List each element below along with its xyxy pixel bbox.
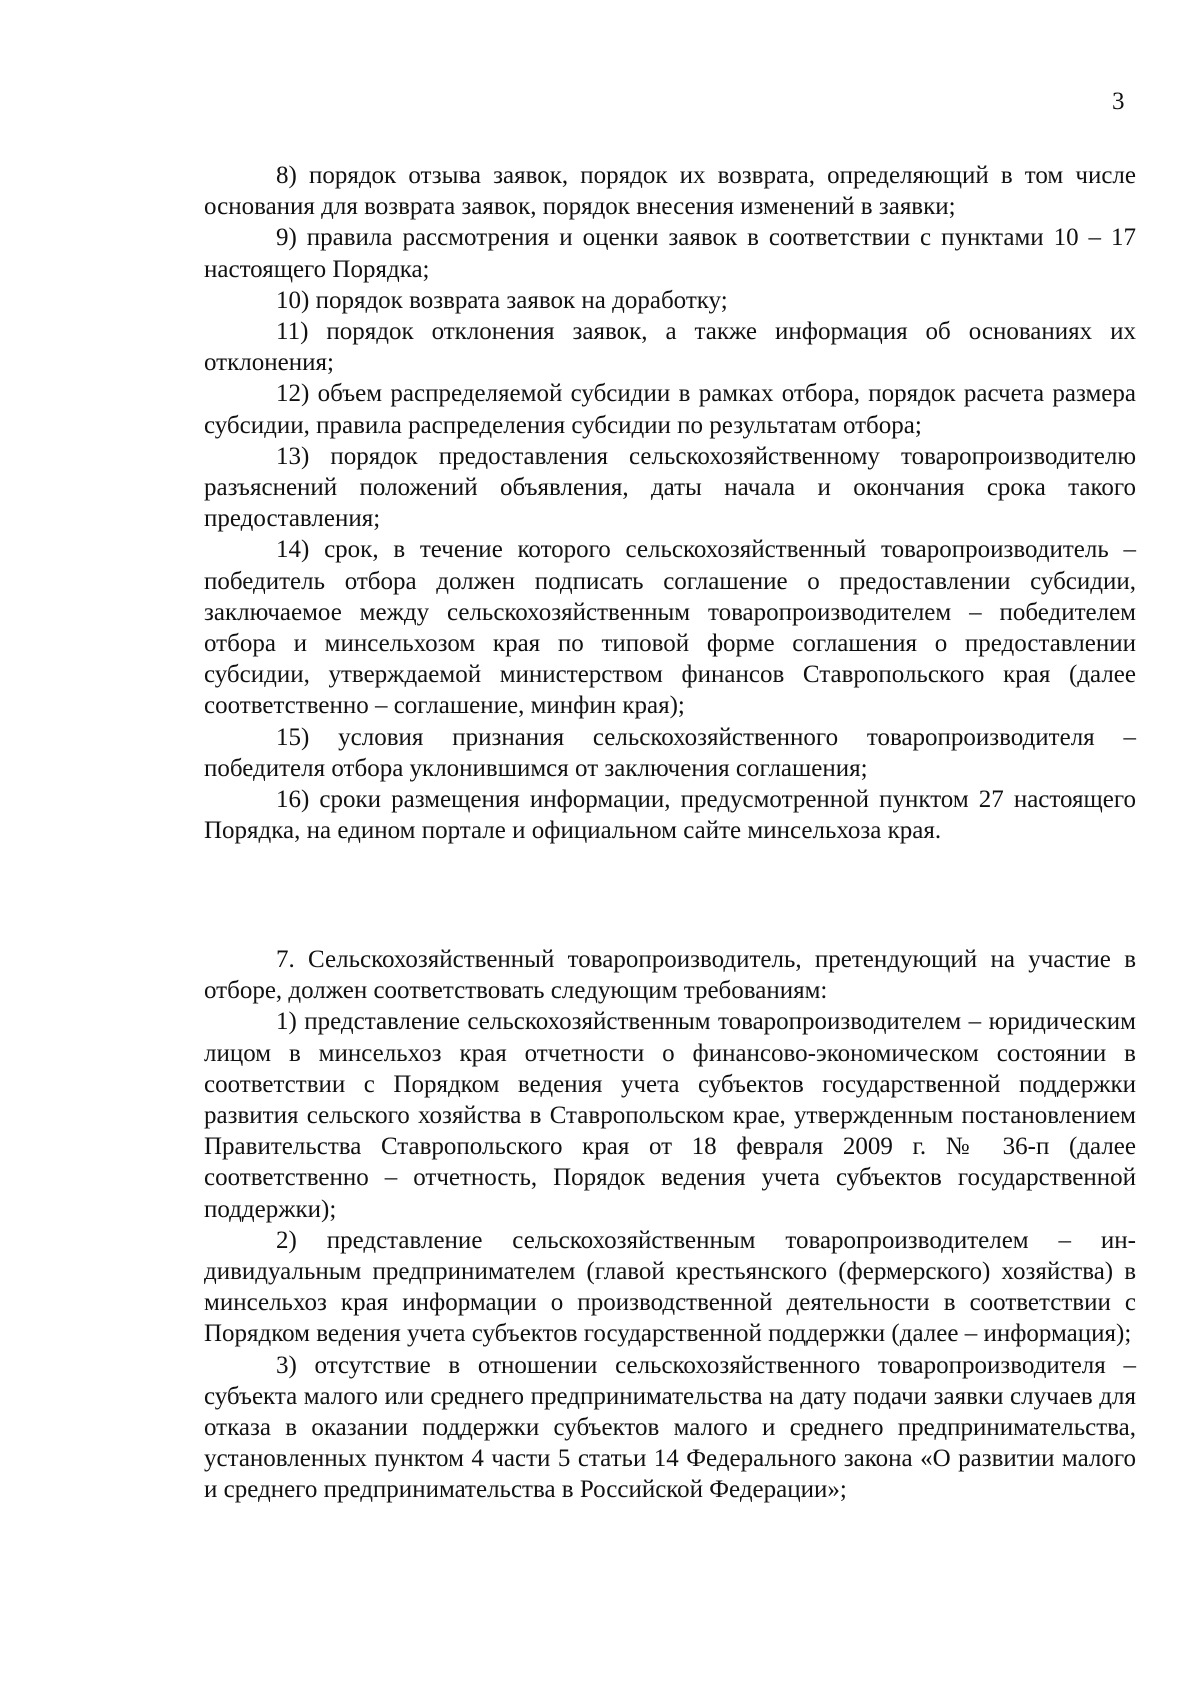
- list-item-12: 12) объем распределяемой субсидии в рамках отбора, порядок расчета размера субсидии, правила распределения субсидии по результатам отбора;: [204, 380, 1136, 439]
- procedure-list: [204, 160, 1136, 846]
- section-7-intro: 7. Сельскохозяйственный товаропроизводитель, претендующий на участие в отборе, должен соответствовать следующим требованиям:: [204, 946, 1136, 1005]
- page-number: 3: [1112, 88, 1125, 115]
- list-item-9: 9) правила рассмотрения и оценки заявок в соответствии с пунктами 10 – 17 настоящего Порядка;: [204, 224, 1136, 283]
- list-item-13: 13) порядок предоставления сельскохозяйственному товаропроизводителю разъяснений положений объявления, даты начала и окончания срока такого предоставления;: [204, 442, 1136, 533]
- list-item-16: 16) сроки размещения информации, предусмотренной пунктом 27 настоящего Порядка, на едином портале и официальном сайте минсельхоза края.: [204, 786, 1136, 845]
- requirement-item-1: 1) представление сельскохозяйственным товаропроизводителем – юридическим лицом в минсельхоз края отчетности о финансово-экономическом состоянии в соответствии с Порядком ведения учета субъектов государственной поддержки развития сельского хозяйства в Ставропольском крае, утвержденным постановлением Правительства Ставропольского края от 18 февраля 2009 г. № 36-п (далее соответственно – отчетность, Порядок ведения учета субъектов государственной поддержки);: [204, 1008, 1136, 1223]
- list-item-10: 10) порядок возврата заявок на доработку;: [276, 286, 728, 314]
- list-item-11: 11) порядок отклонения заявок, а также информация об основаниях их отклонения;: [204, 318, 1136, 377]
- list-item-14: 14) срок, в течение которого сельскохозяйственный товаропроизводитель – победитель отбора должен подписать соглашение о предоставлении субсидии, заключаемое между сельскохозяйственным товаропроизводителем – победителем отбора и минсельхозом края по типовой форме соглашения о предоставлении субсидии, утверждаемой министерством финансов Ставропольского края (далее соответственно – соглашение, минфин края);: [204, 536, 1136, 720]
- requirement-item-3: 3) отсутствие в отношении сельскохозяйственного товаропроизводителя – субъекта малого или среднего предпринимательства на дату подачи заявки случаев для отказа в оказании поддержки субъектов малого и среднего предпринимательства, установленных пунктом 4 части 5 статьи 14 Федерального закона «О развитии малого и среднего предпринимательства в Российской Федерации»;: [204, 1351, 1136, 1504]
- list-item-8: 8) порядок отзыва заявок, порядок их возврата, определяющий в том числе основания для возврата заявок, порядок внесения изменений в заявки;: [204, 162, 1136, 221]
- list-item-15: 15) условия признания сельскохозяйственного товаропроизводителя – победителя отбора уклонившимся от заключения соглашения;: [204, 723, 1136, 782]
- requirement-item-2: 2) представление сельскохозяйственным товаропроизводителем – индивидуальным предпринимателем (главой крестьянского (фермерского) хозяйства) в минсельхоз края информации о производственной деятельности в соответствии с Порядком ведения учета субъектов государственной поддержки (далее – информация);: [204, 1226, 1136, 1348]
- section-7: [204, 944, 1136, 1506]
